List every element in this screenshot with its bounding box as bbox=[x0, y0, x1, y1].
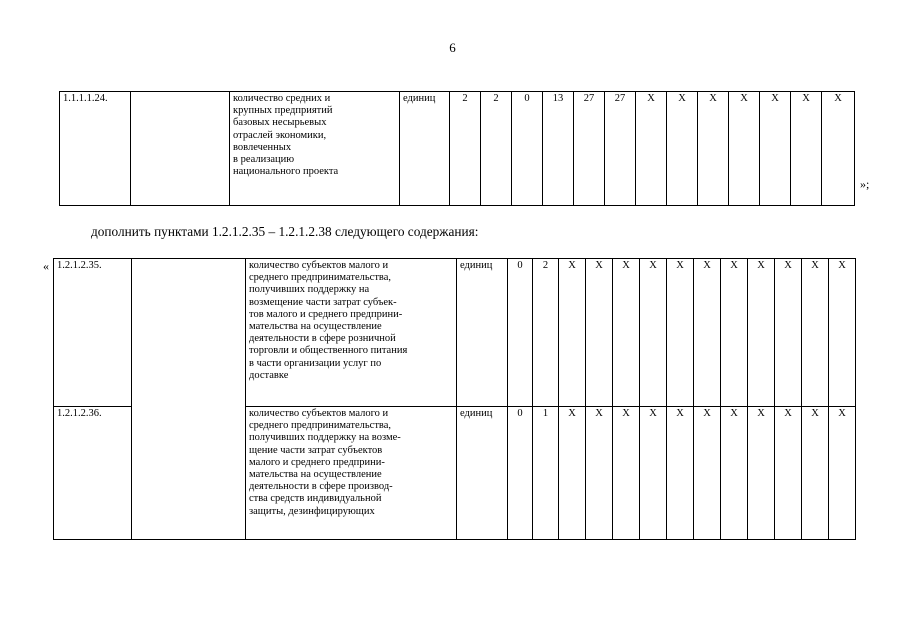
value-cell: X bbox=[721, 259, 748, 407]
row-description: количество средних и крупных предприятий базовых несырьевых отраслей экономики, вовлеченных в реализацию национального проекта bbox=[233, 93, 339, 178]
value-cell: X bbox=[775, 407, 802, 540]
opening-quote: « bbox=[43, 259, 49, 273]
value-cell: X bbox=[694, 259, 721, 407]
value-cell: X bbox=[829, 259, 856, 407]
value-cell: X bbox=[559, 407, 586, 540]
value-cell: X bbox=[748, 259, 775, 407]
value-cell: X bbox=[667, 92, 698, 206]
value-cell: X bbox=[640, 259, 667, 407]
value-cell: X bbox=[698, 92, 729, 206]
value-cell: X bbox=[775, 259, 802, 407]
value-cell: X bbox=[586, 259, 613, 407]
page-number: 6 bbox=[449, 40, 456, 55]
value-cell: X bbox=[640, 407, 667, 540]
value-cell: 0 bbox=[508, 259, 533, 407]
value-cell: X bbox=[694, 407, 721, 540]
value-cell: X bbox=[802, 259, 829, 407]
value-cell: X bbox=[791, 92, 822, 206]
value-cell: X bbox=[559, 259, 586, 407]
row-blank-cell bbox=[132, 259, 246, 540]
value-cell: 2 bbox=[450, 92, 481, 206]
value-cell: 1 bbox=[533, 407, 559, 540]
value-cell: X bbox=[729, 92, 760, 206]
value-cell: 2 bbox=[481, 92, 512, 206]
row-code: 1.2.1.2.36. bbox=[54, 407, 132, 540]
value-cell: X bbox=[636, 92, 667, 206]
row-unit: единиц bbox=[457, 407, 508, 540]
value-cell: X bbox=[748, 407, 775, 540]
value-cell: 27 bbox=[574, 92, 605, 206]
row-code: 1.1.1.1.24. bbox=[60, 92, 131, 206]
value-cell: X bbox=[667, 407, 694, 540]
value-cell: 2 bbox=[533, 259, 559, 407]
value-cell: X bbox=[721, 407, 748, 540]
value-cell: 0 bbox=[512, 92, 543, 206]
row-unit: единиц bbox=[400, 92, 450, 206]
row-description: количество субъектов малого и среднего предпринимательства, получивших поддержку на возме- щение части затрат субъектов малого и среднего предприни- мательства на осуществление деятельности в сфере производ- ства средств индивидуальной защиты, дезинфицирующих bbox=[249, 408, 401, 517]
value-cell: X bbox=[613, 259, 640, 407]
table-row bbox=[60, 92, 855, 206]
row-code: 1.2.1.2.35. bbox=[54, 259, 132, 407]
value-cell: X bbox=[829, 407, 856, 540]
row-unit: единиц bbox=[457, 259, 508, 407]
instruction-text: дополнить пунктами 1.2.1.2.35 – 1.2.1.2.38 следующего содержания: bbox=[91, 224, 479, 239]
value-cell: X bbox=[613, 407, 640, 540]
indicator-table-2 bbox=[53, 258, 856, 540]
value-cell: X bbox=[760, 92, 791, 206]
row-description: количество субъектов малого и среднего предпринимательства, получивших поддержку на возмещение части затрат субъек- тов малого и среднего предприни- мательства на осуществление деятельности в сфере розничной торговли и общественного питания в части организации услуг по доставке bbox=[249, 260, 408, 381]
value-cell: 27 bbox=[605, 92, 636, 206]
value-cell: X bbox=[667, 259, 694, 407]
value-cell: X bbox=[822, 92, 855, 206]
value-cell: X bbox=[586, 407, 613, 540]
value-cell: 13 bbox=[543, 92, 574, 206]
indicator-table-1 bbox=[59, 91, 855, 206]
table-row bbox=[54, 259, 856, 407]
closing-quote: »; bbox=[860, 177, 870, 191]
row-blank-cell bbox=[131, 92, 230, 206]
value-cell: 0 bbox=[508, 407, 533, 540]
value-cell: X bbox=[802, 407, 829, 540]
